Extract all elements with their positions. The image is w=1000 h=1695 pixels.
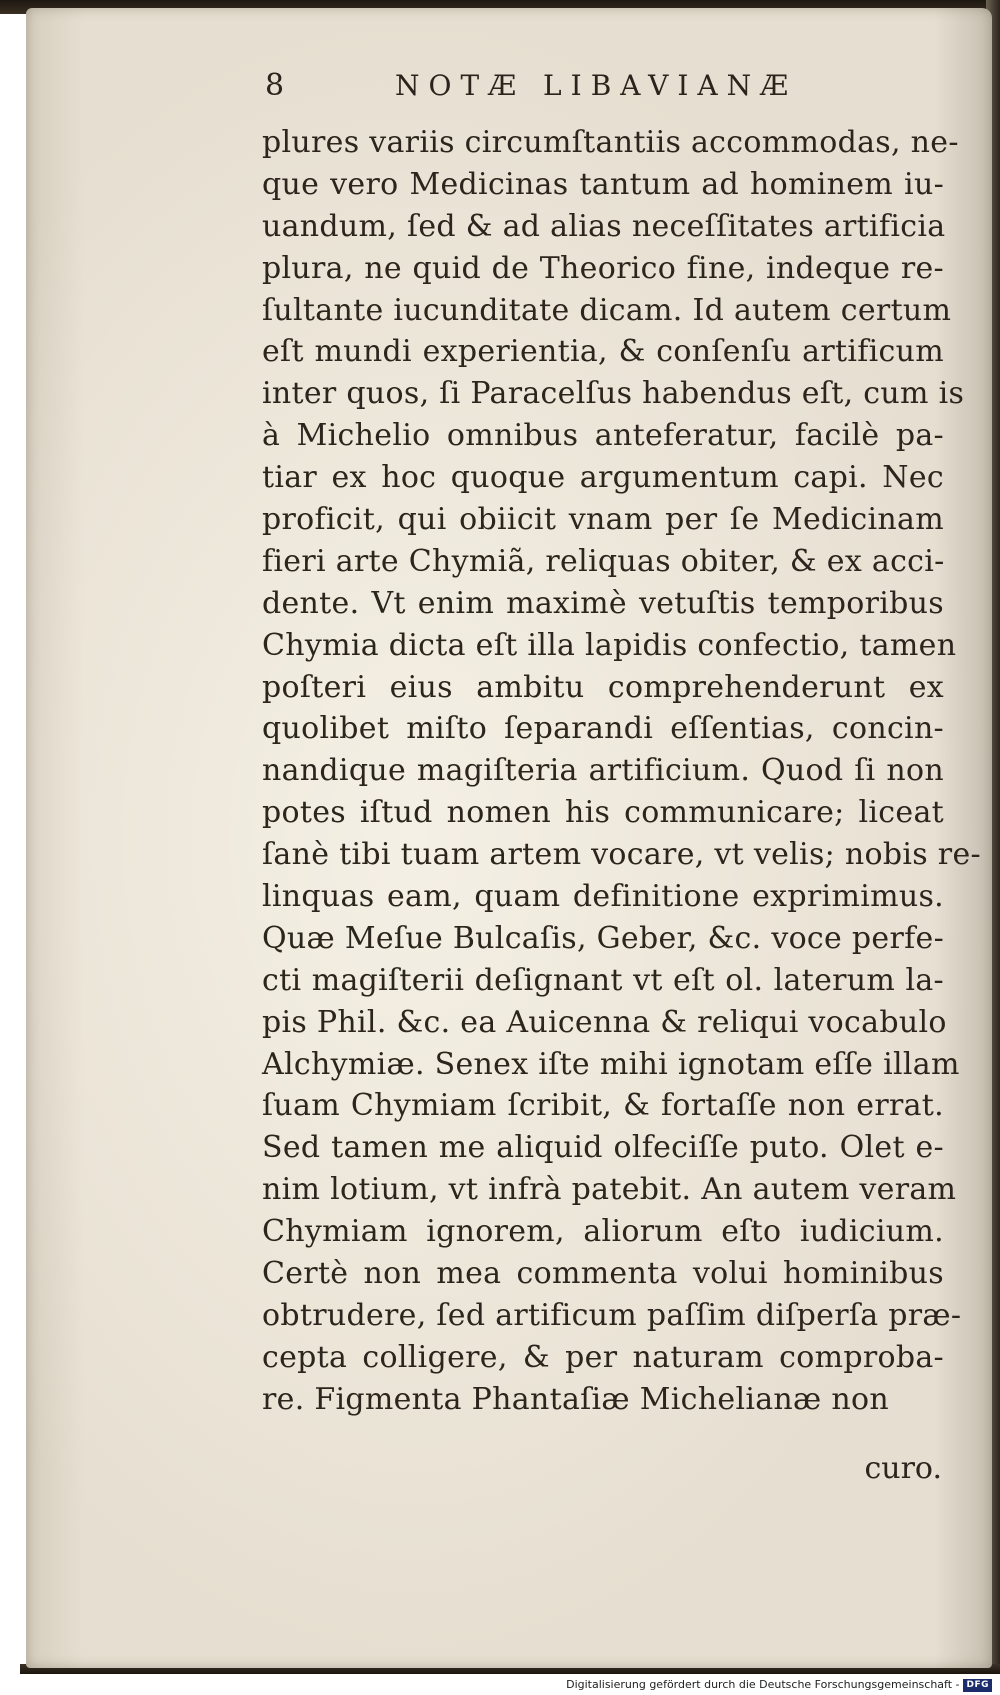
text-line: Sed tamen me aliquid olfeciſſe puto. Olet e-: [262, 1130, 944, 1166]
text-line: que vero Medicinas tantum ad hominem iu-: [262, 166, 944, 202]
page-number: 8: [265, 68, 285, 103]
text-line: poſteri eius ambitu comprehenderunt ex: [262, 669, 944, 705]
text-line: quolibet miſto ſeparandi eſſentias, concin-: [262, 711, 944, 747]
dfg-logo: DFG: [963, 1679, 992, 1692]
text-line: re. Figmenta Phantaſiæ Michelianæ non: [262, 1381, 889, 1417]
text-line: cti magiſterii deſignant vt eſt ol. laterum la-: [262, 962, 944, 998]
text-line: Chymia dicta eſt illa lapidis confectio, tamen: [262, 627, 957, 663]
text-line: cepta colligere, & per naturam comproba-: [262, 1339, 944, 1375]
text-line: plura, ne quid de Theorico fine, indeque re-: [262, 250, 944, 286]
running-title: NOTÆ LIBAVIANÆ: [395, 69, 798, 102]
text-line: fieri arte Chymiã, reliquas obiter, & ex acci-: [262, 543, 945, 579]
text-line: obtrudere, ſed artificum paſſim diſperſa præ-: [262, 1297, 962, 1333]
text-line: pis Phil. &c. ea Auicenna & reliqui vocabulo: [262, 1004, 947, 1040]
page-header: [265, 64, 885, 108]
body-text: [262, 122, 981, 1421]
text-line: uandum, ſed & ad alias neceſſitates artificia: [262, 208, 946, 244]
text-line: nim lotium, vt infrà patebit. An autem veram: [262, 1172, 957, 1208]
footer: [566, 1676, 992, 1694]
text-line: proficit, qui obiicit vnam per ſe Medicinam: [262, 502, 944, 538]
text-line: nandique magiſteria artificium. Quod ſi non: [262, 753, 944, 789]
footer-credit: Digitalisierung gefördert durch die Deutsche Forschungsgemeinschaft -: [566, 1678, 960, 1691]
text-line: linquas eam, quam definitione exprimimus.: [262, 879, 944, 915]
text-line: ſuam Chymiam ſcribit, & fortaſſe non errat.: [262, 1088, 944, 1124]
text-line: potes iſtud nomen his communicare; liceat: [262, 795, 944, 831]
text-line: Quæ Meſue Bulcaſis, Geber, &c. voce perfe-: [262, 920, 945, 956]
text-line: ſanè tibi tuam artem vocare, vt velis; nobis re-: [262, 837, 981, 873]
text-line: Chymiam ignorem, aliorum eſto iudicium.: [262, 1214, 944, 1250]
text-line: à Michelio omnibus anteferatur, facilè pa-: [262, 418, 944, 454]
text-line: Alchymiæ. Senex iſte mihi ignotam eſſe illam: [262, 1046, 960, 1082]
text-line: Certè non mea commenta volui hominibus: [262, 1256, 944, 1292]
text-line: dente. Vt enim maximè vetuſtis temporibus: [262, 585, 944, 621]
text-line: ſultante iucunditate dicam. Id autem certum: [262, 292, 952, 328]
text-line: plures variis circumſtantiis accommodas, ne-: [262, 125, 959, 160]
catchword: curo.: [864, 1451, 942, 1486]
text-line: tiar ex hoc quoque argumentum capi. Nec: [262, 460, 944, 496]
text-line: inter quos, ſi Paracelſus habendus eſt, cum is: [262, 376, 965, 412]
text-line: eſt mundi experientia, & conſenſu artificum: [262, 334, 944, 370]
